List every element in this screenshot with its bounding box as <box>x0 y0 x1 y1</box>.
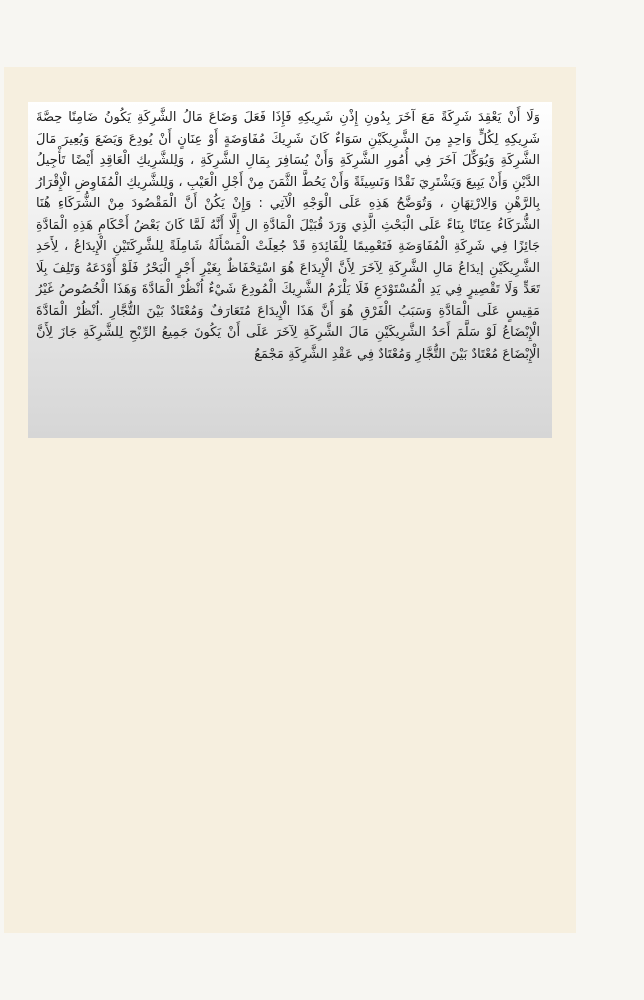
text-block <box>28 102 552 438</box>
body-paragraph: وَلَا أَنْ يَعْقِدَ شَرِكَةً مَعَ آخَرَ بِدُونِ إِذْنِ شَرِيكِهِ فَإِذَا فَعَلَ وَضَاعَ مَالُ الشَّرِكَةِ يَكُونُ ضَامِنًا حِصَّةَ شَرِيكِهِ لِكُلٍّ وَاحِدٍ مِنَ الشَّرِيكَيْنِ سَوَاءٌ كَانَ شَرِيكَ مُفَاوَضَةٍ أَوْ عِنَانٍ أَنْ يُودِعَ وَيَضَعَ وَيُعِيرَ مَالَ الشَّرِكَةِ وَيُوَكِّلَ آخَرَ فِي أُمُورِ الشَّرِكَةِ وَأَنْ يُسَافِرَ بِمَالِ الشَّرِكَةِ ، وَلِلشَّرِيكِ الْعَاقِدِ أَيْضًا تَأْجِيلُ الدَّيْنِ وَأَنْ يَبِيعَ وَيَشْتَرِيَ نَقْدًا وَنَسِيئَةً وَأَنْ يَحُطَّ الثَّمَنَ مِنْ أَجْلِ الْعَيْبِ ، وَلِلشَّرِيكِ الْمُفَاوِضِ الْإِقْرَارُ بِالرَّهْنِ وَالِارْتِهَانِ ، وَتُوَضَّحُ هَذِهِ عَلَى الْوَجْهِ الْآتِي : وَإِنْ يَكُنْ أَنَّ الْمَقْصُودَ مِنْ الشُّرَكَاءِ هُنَا الشُّرَكَاءُ عِنَانًا بِنَاءً عَلَى الْبَحْثِ الَّذِي وَرَدَ قُبَيْلَ الْمَادَّةِ ال إِلَّا أَنَّهُ لَمَّا كَانَ بَعْضُ أَحْكَامِ هَذِهِ الْمَادَّةِ جَائِزًا فِي شَرِكَةِ الْمُفَاوَضَةِ فَتَعْمِيمًا لِلْفَائِدَةِ قَدْ جُعِلَتْ الْمَسْأَلَةُ شَامِلَةً لِلشَّرِكَتَيْنِ الْإِيدَاعُ ، لِأَحَدِ الشَّرِيكَيْنِ إيدَاعُ مَالِ الشَّرِكَةِ لِآخَرَ لِأَنَّ الْإِيدَاعَ هُوَ اسْتِحْفَاظٌ بِغَيْرِ أَجْرٍ الْبَحْرُ فَلَوْ أَوْدَعَهُ وَتَلِفَ بِلَا تَعَدٍّ وَلَا تَقْصِيرٍ فِي يَدِ الْمُسْتَوْدَعِ فَلَا يَلْزَمُ الشَّرِيكَ الْمُودِعَ شَيْءٌ اُنْظُرْ الْمَادَّةَ وَهَذَا الْخُصُوصُ غَيْرُ مَقِيسٍ عَلَى الْمَادَّةِ وَسَبَبُ الْفَرْقِ هُوَ أَنَّ هَذَا الْإِيدَاعَ مُتَعَارَفٌ وَمُعْتَادٌ بَيْنَ التُّجَّارِ .اُنْظُرْ الْمَادَّةَ الْإِبْضَاعُ لَوْ سَلَّمَ أَحَدُ الشَّرِيكَيْنِ مَالَ الشَّرِكَةِ لِآخَرَ عَلَى أَنْ يَكُونَ جَمِيعُ الرِّبْحِ لِلشَّرِكَةِ جَازَ لِأَنَّ الْإِبْضَاعَ مُعْتَادٌ بَيْنَ التُّجَّارِ وَمُعْتَادٌ فِي عَقْدِ الشَّرِكَةِ مَجْمَعُ <box>36 110 540 362</box>
